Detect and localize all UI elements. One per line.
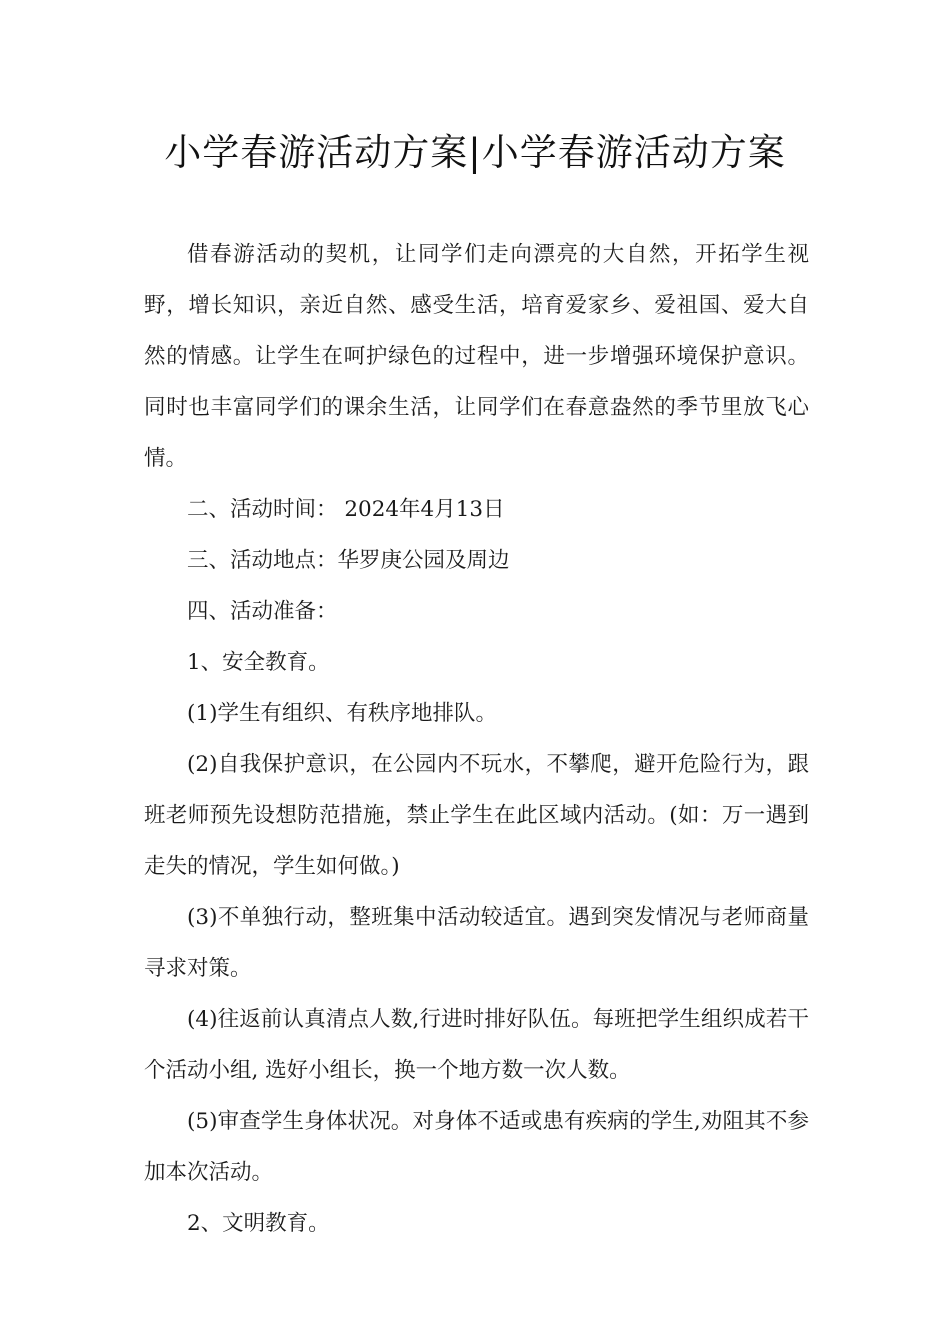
document-body (144, 229, 809, 1249)
safety-education-heading: 1、安全教育。 (187, 650, 330, 675)
activity-location: 三、活动地点：华罗庚公园及周边 (187, 548, 510, 573)
safety-item-1: (1)学生有组织、有秩序地排队。 (187, 701, 497, 726)
safety-item-5: (5)审查学生身体状况。对身体不适或患有疾病的学生,劝阻其不参加本次活动。 (144, 1109, 809, 1185)
activity-time: 二、活动时间： 2024年4月13日 (187, 497, 505, 522)
safety-item-3: (3)不单独行动，整班集中活动较适宜。遇到突发情况与老师商量寻求对策。 (144, 905, 809, 981)
safety-item-4: (4)往返前认真清点人数,行进时排好队伍。每班把学生组织成若干个活动小组, 选好小组长，换一个地方数一次人数。 (144, 1007, 809, 1083)
civility-education-heading: 2、文明教育。 (187, 1211, 330, 1236)
activity-preparation-heading: 四、活动准备： (187, 599, 338, 624)
safety-item-2: (2)自我保护意识，在公园内不玩水，不攀爬，避开危险行为，跟班老师预先设想防范措施，禁止学生在此区域内活动。(如：万一遇到走失的情况，学生如何做。) (144, 752, 809, 879)
intro-paragraph: 借春游活动的契机，让同学们走向漂亮的大自然，开拓学生视野，增长知识，亲近自然、感受生活，培育爱家乡、爱祖国、爱大自然的情感。让学生在呵护绿色的过程中，进一步增强环境保护意识。同时也丰富同学们的课余生活，让同学们在春意盎然的季节里放飞心情。 (144, 242, 809, 471)
document-title: 小学春游活动方案|小学春游活动方案 (164, 131, 786, 174)
